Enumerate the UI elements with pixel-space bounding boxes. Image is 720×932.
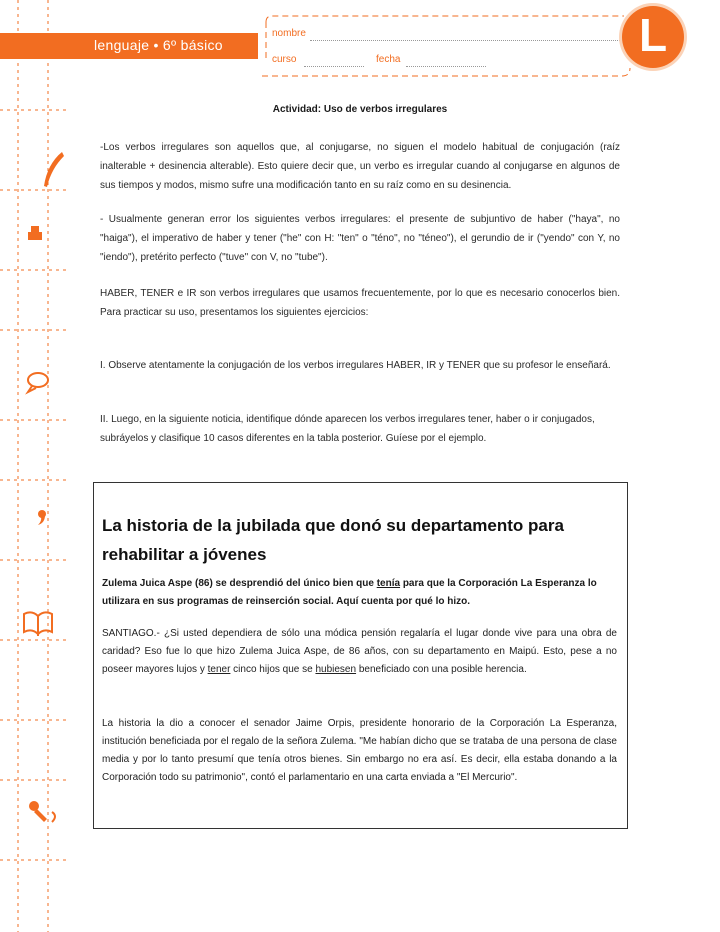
student-info-form — [258, 14, 638, 84]
margin-decoration — [0, 0, 80, 932]
news-paragraph-1 — [102, 625, 617, 679]
date-label: fecha — [376, 54, 401, 65]
intro-paragraph-1: -Los verbos irregulares son aquellos que, al conjugarse, no siguen el modelo habitual de conjugación (raíz inalterable + desinencia alterable). Esto quiere decir que, un verbo es irregular cuando al conjugarse en algunos de sus tiempos y modos, mismo sufre una modificación tanto en su raíz como en su desinencia. — [100, 142, 620, 191]
badge-letter: L — [638, 9, 668, 61]
news-article-box — [93, 482, 628, 829]
underlined-verb: tenía — [376, 578, 401, 589]
news-lead — [102, 575, 617, 611]
news-text: beneficiado con una posible herencia. — [356, 664, 527, 675]
course-label: curso — [272, 54, 297, 65]
news-text: SANTIAGO.- ¿Si usted dependiera de sólo una módica pensión regalaría el lugar donde vive para una obra de caridad? Eso fue lo que hizo Zulema Juica Aspe, de 86 años, con su departamento en Maipú. Esto, pese a no poseer mayores lujos y — [102, 628, 617, 675]
underlined-verb: hubiesen — [315, 664, 357, 675]
news-paragraph-2: La historia la dio a conocer el senador Jaime Orpis, presidente honorario de la Corporación La Esperanza, institución beneficiada por el regalo de la señora Zulema. "Me habían dicho que se trataba de una persona de clase media y por lo tanto presumí que tenía otros bienes. Sin embargo no era así. Es decir, ella estaba donando a la Corporación todo su patrimonio", contó el parlamentario en una carta enviada a "El Mercurio". — [102, 718, 617, 783]
activity-title: Actividad: Uso de verbos irregulares — [272, 104, 448, 115]
instruction-2: II. Luego, en la siguiente noticia, identifique dónde aparecen los verbos irregulares tener, haber o ir conjugados, subráyelos y clasifique 10 casos diferentes en la tabla posterior. Guíese por el ejemplo. — [100, 414, 595, 444]
course-field[interactable] — [304, 66, 364, 67]
form-frame — [258, 14, 638, 84]
name-label: nombre — [272, 28, 306, 39]
quill-icon — [44, 152, 64, 187]
comma-icon — [38, 510, 46, 525]
subject-badge — [622, 6, 684, 68]
microphone-icon — [29, 801, 55, 822]
instruction-1: I. Observe atentamente la conjugación de los verbos irregulares HABER, IR y TENER que su profesor le enseñará. — [100, 360, 611, 371]
intro-paragraph-3: HABER, TENER e IR son verbos irregulares que usamos frecuentemente, por lo que es necesario conocerlos bien. Para practicar su uso, presentamos los siguientes ejercicios: — [100, 288, 620, 318]
intro-paragraph-2: - Usualmente generan error los siguientes verbos irregulares: el presente de subjuntivo de haber ("haya", no "haiga"), el imperativo de haber y tener ("he" con H: "ten" o "téno", no "téneo"), el gerundio de ir ("yendo" con Y, no "iendo"), pretérito perfecto ("tuve" con V, no "tube"). — [100, 214, 620, 263]
subject-label: lenguaje • 6º básico — [94, 37, 223, 53]
date-field[interactable] — [406, 66, 486, 67]
subject-banner — [0, 33, 258, 59]
news-lead-text: para que la Corporación La Esperanza lo utilizara en sus programas de reinserción social. Aquí cuenta por qué lo hizo. — [102, 578, 597, 607]
underlined-verb: tener — [207, 664, 231, 675]
name-field[interactable] — [310, 40, 630, 41]
news-lead-text: Zulema Juica Aspe (86) se desprendió del único bien que — [102, 578, 377, 589]
news-text: cinco hijos que se — [230, 664, 316, 675]
news-headline: La historia de la jubilada que donó su departamento para rehabilitar a jóvenes — [102, 516, 564, 564]
inkpot-icon — [28, 226, 42, 240]
speech-bubble-icon — [28, 373, 48, 392]
